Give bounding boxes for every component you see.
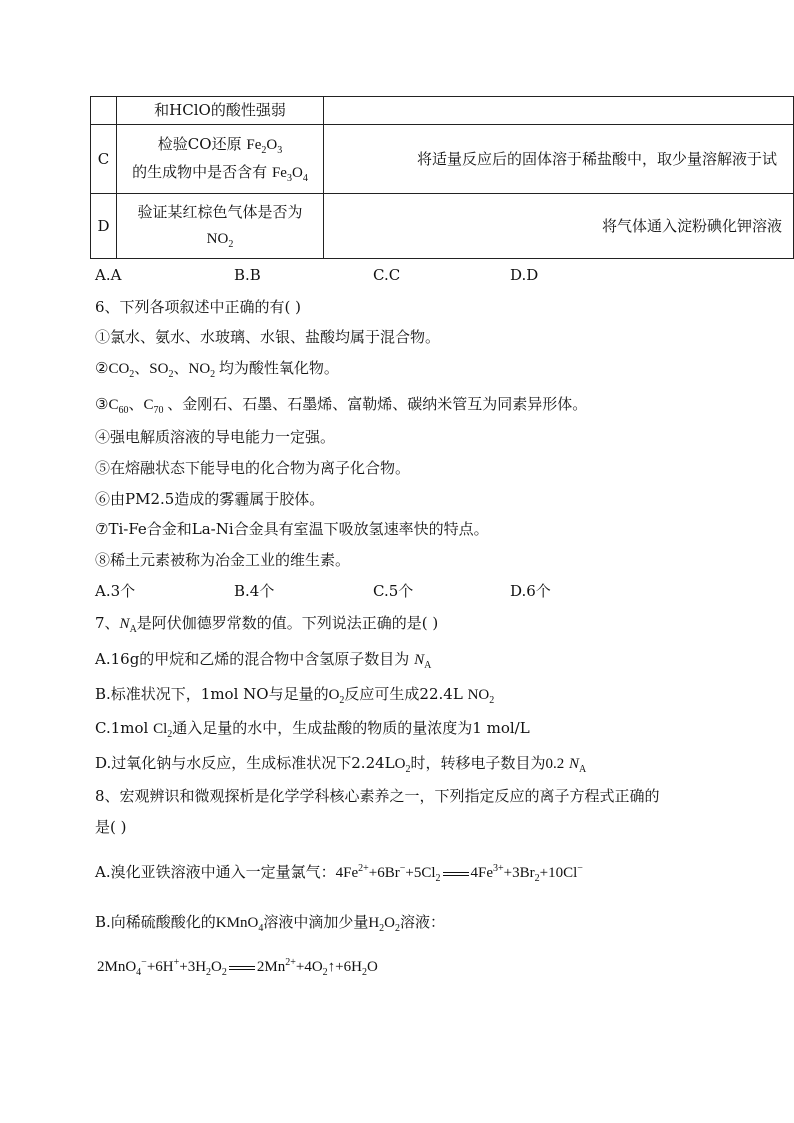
- table-cell-item: 验证某红棕色气体是否为 $NO_2$: [117, 194, 324, 259]
- q8-stem-line1: 8、宏观辨识和微观探析是化学学科核心素养之一，下列指定反应的离子方程式正确的: [95, 787, 660, 805]
- table-cell-label: [91, 97, 117, 125]
- q6-statement-2: $②CO_2$、$SO_2$、$NO_2$ 均为酸性氧化物。: [95, 359, 339, 380]
- option-b[interactable]: B.4个: [234, 582, 275, 600]
- table-row: [91, 194, 794, 259]
- q7-stem: 7、$N_A$是阿伏伽德罗常数的值。下列说法正确的是( ): [95, 614, 439, 635]
- option-d[interactable]: D.D: [510, 266, 539, 284]
- table-cell-method: 将气体通入淀粉碘化钾溶液: [324, 194, 794, 259]
- q6-statement-1: ①氯水、氨水、水玻璃、水银、盐酸均属于混合物。: [95, 328, 441, 346]
- q8-option-a[interactable]: A.溴化亚铁溶液中通入一定量氯气：$4Fe^{2+}+6Br^-+5Cl_2$ $4Fe^{3+}+3Br_2+10Cl^-$: [95, 863, 583, 884]
- option-a[interactable]: A.A: [95, 266, 122, 284]
- q6-statement-8: ⑧稀土元素被称为冶金工业的维生素。: [95, 551, 351, 569]
- q7-option-a[interactable]: A.16g的甲烷和乙烯的混合物中含氢原子数目为 $N_A$: [95, 650, 432, 671]
- table-cell-label: D: [91, 194, 117, 259]
- option-a[interactable]: A.3个: [95, 582, 136, 600]
- q8-option-b[interactable]: B.向稀硫酸酸化的KMnO$_4$溶液中滴加少量$H_2O_2$溶液：: [95, 913, 446, 934]
- table-row: [91, 125, 794, 194]
- table-cell-label: C: [91, 125, 117, 194]
- table-cell-item: 检验CO还原 $Fe_2O_3$ 的生成物中是否含有 $Fe_3O_4$: [117, 125, 324, 194]
- option-b[interactable]: B.B: [234, 266, 261, 284]
- option-c[interactable]: C.5个: [373, 582, 414, 600]
- table-row: [91, 97, 794, 125]
- q7-option-d[interactable]: D.过氧化钠与水反应，生成标准状况下$2.24LO_2$时，转移电子数目为0.2 $N_A$: [95, 754, 587, 775]
- option-c[interactable]: C.C: [373, 266, 401, 284]
- table-cell-method: [324, 97, 794, 125]
- q6-statement-5: ⑤在熔融状态下能导电的化合物为离子化合物。: [95, 459, 411, 477]
- table-cell-method: 将适量反应后的固体溶于稀盐酸中，取少量溶解液于试: [324, 125, 794, 194]
- q6-statement-7: ⑦Ti-Fe合金和La-Ni合金具有室温下吸放氢速率快的特点。: [95, 520, 489, 538]
- q7-option-c[interactable]: C.1mol $Cl_2$通入足量的水中，生成盐酸的物质的量浓度为1 mol/L: [95, 719, 530, 740]
- q6-statement-4: ④强电解质溶液的导电能力一定强。: [95, 428, 336, 446]
- experiment-table: [90, 96, 794, 259]
- q6-statement-3: $③C_{60}$、$C_{70}$ 、金刚石、石墨、石墨烯、富勒烯、碳纳米管互为同素异形体。: [95, 395, 588, 416]
- q8-stem-line2: 是( ): [95, 818, 127, 836]
- q6-stem: 6、下列各项叙述中正确的有( ): [95, 298, 302, 316]
- q8-option-b-equation: $2MnO_4^-+6H^++3H_2O_2$ $2Mn^{2+}+4O_2↑+6H_2O$: [97, 957, 378, 978]
- table-cell-item: 和HClO的酸性强弱: [117, 97, 324, 125]
- option-d[interactable]: D.6个: [510, 582, 551, 600]
- q7-option-b[interactable]: B.标准状况下，1mol NO与足量的$O_2$反应可生成22.4L $NO_2$: [95, 685, 495, 706]
- q6-statement-6: ⑥由PM2.5造成的雾霾属于胶体。: [95, 490, 325, 508]
